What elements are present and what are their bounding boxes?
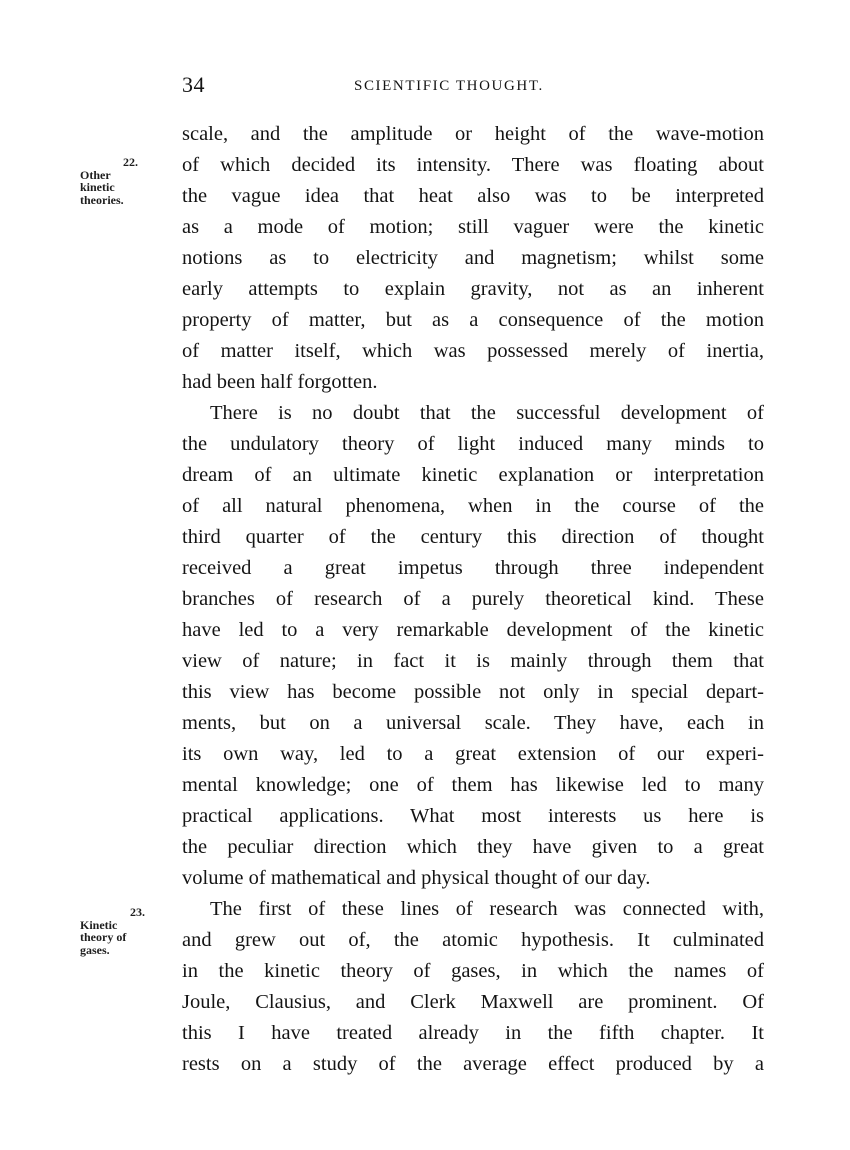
sidenote-line: Other (80, 167, 111, 182)
text-line: in the kinetic theory of gases, in which the names of (182, 960, 764, 982)
text-line: as a mode of motion; still vaguer were the kinetic (182, 216, 764, 238)
text-line: the vague idea that heat also was to be interpreted (182, 185, 764, 207)
text-line: practical applications. What most interests us here is (182, 805, 764, 827)
text-line: There is no doubt that the successful development of (210, 402, 764, 424)
text-line: have led to a very remarkable development of the kinetic (182, 619, 764, 641)
text-line: received a great impetus through three independent (182, 557, 764, 579)
sidenote-line: theory of (80, 930, 127, 944)
sidenote-line: theories. (80, 192, 124, 207)
text-line: mental knowledge; one of them has likewise led to many (182, 774, 764, 796)
text-line: view of nature; in fact it is mainly through them that (182, 650, 764, 672)
text-line: ments, but on a universal scale. They have, each in (182, 712, 764, 734)
page-number: 34 (182, 72, 205, 97)
text-line: The first of these lines of research was connected with, (210, 898, 764, 920)
text-line: scale, and the amplitude or height of the wave-motion (182, 123, 764, 145)
text-line: the peculiar direction which they have given to a great (182, 836, 764, 858)
text-line: of which decided its intensity. There was floating about (182, 154, 764, 176)
text-line: this I have treated already in the fifth chapter. It (182, 1022, 764, 1044)
sidenote-line: gases. (80, 942, 110, 957)
text-line: of matter itself, which was possessed merely of inertia, (182, 340, 764, 362)
text-line: volume of mathematical and physical thought of our day. (182, 867, 651, 889)
sidenote-number: 23. (130, 905, 145, 919)
text-line: third quarter of the century this direction of thought (182, 526, 764, 548)
text-line: notions as to electricity and magnetism; whilst some (182, 247, 764, 269)
text-line: and grew out of, the atomic hypothesis. It culminated (182, 929, 764, 951)
paragraph (182, 398, 764, 894)
body-text (182, 119, 764, 1080)
text-line: of all natural phenomena, when in the course of the (182, 495, 764, 517)
text-line: Joule, Clausius, and Clerk Maxwell are prominent. Of (182, 991, 764, 1013)
text-line: branches of research of a purely theoretical kind. These (182, 588, 764, 610)
text-line: had been half forgotten. (182, 371, 378, 393)
running-head (182, 70, 762, 100)
sidenote-line: Kinetic (80, 917, 118, 932)
text-line: this view has become possible not only in special depart- (182, 681, 764, 703)
sidenote-other-kinetic-theories (80, 156, 152, 206)
text-line: early attempts to explain gravity, not as an inherent (182, 278, 764, 300)
sidenote-line: kinetic (80, 180, 115, 194)
paragraph (182, 119, 764, 398)
sidenote-number: 22. (123, 155, 138, 169)
text-line: dream of an ultimate kinetic explanation or interpretation (182, 464, 764, 486)
running-title: SCIENTIFIC THOUGHT. (354, 78, 544, 94)
text-line: its own way, led to a great extension of our experi- (182, 743, 764, 765)
text-line: property of matter, but as a consequence of the motion (182, 309, 764, 331)
text-line: rests on a study of the average effect produced by a (182, 1053, 764, 1075)
text-line: the undulatory theory of light induced many minds to (182, 433, 764, 455)
sidenote-kinetic-theory-of-gases (80, 906, 152, 956)
paragraph (182, 894, 764, 1080)
